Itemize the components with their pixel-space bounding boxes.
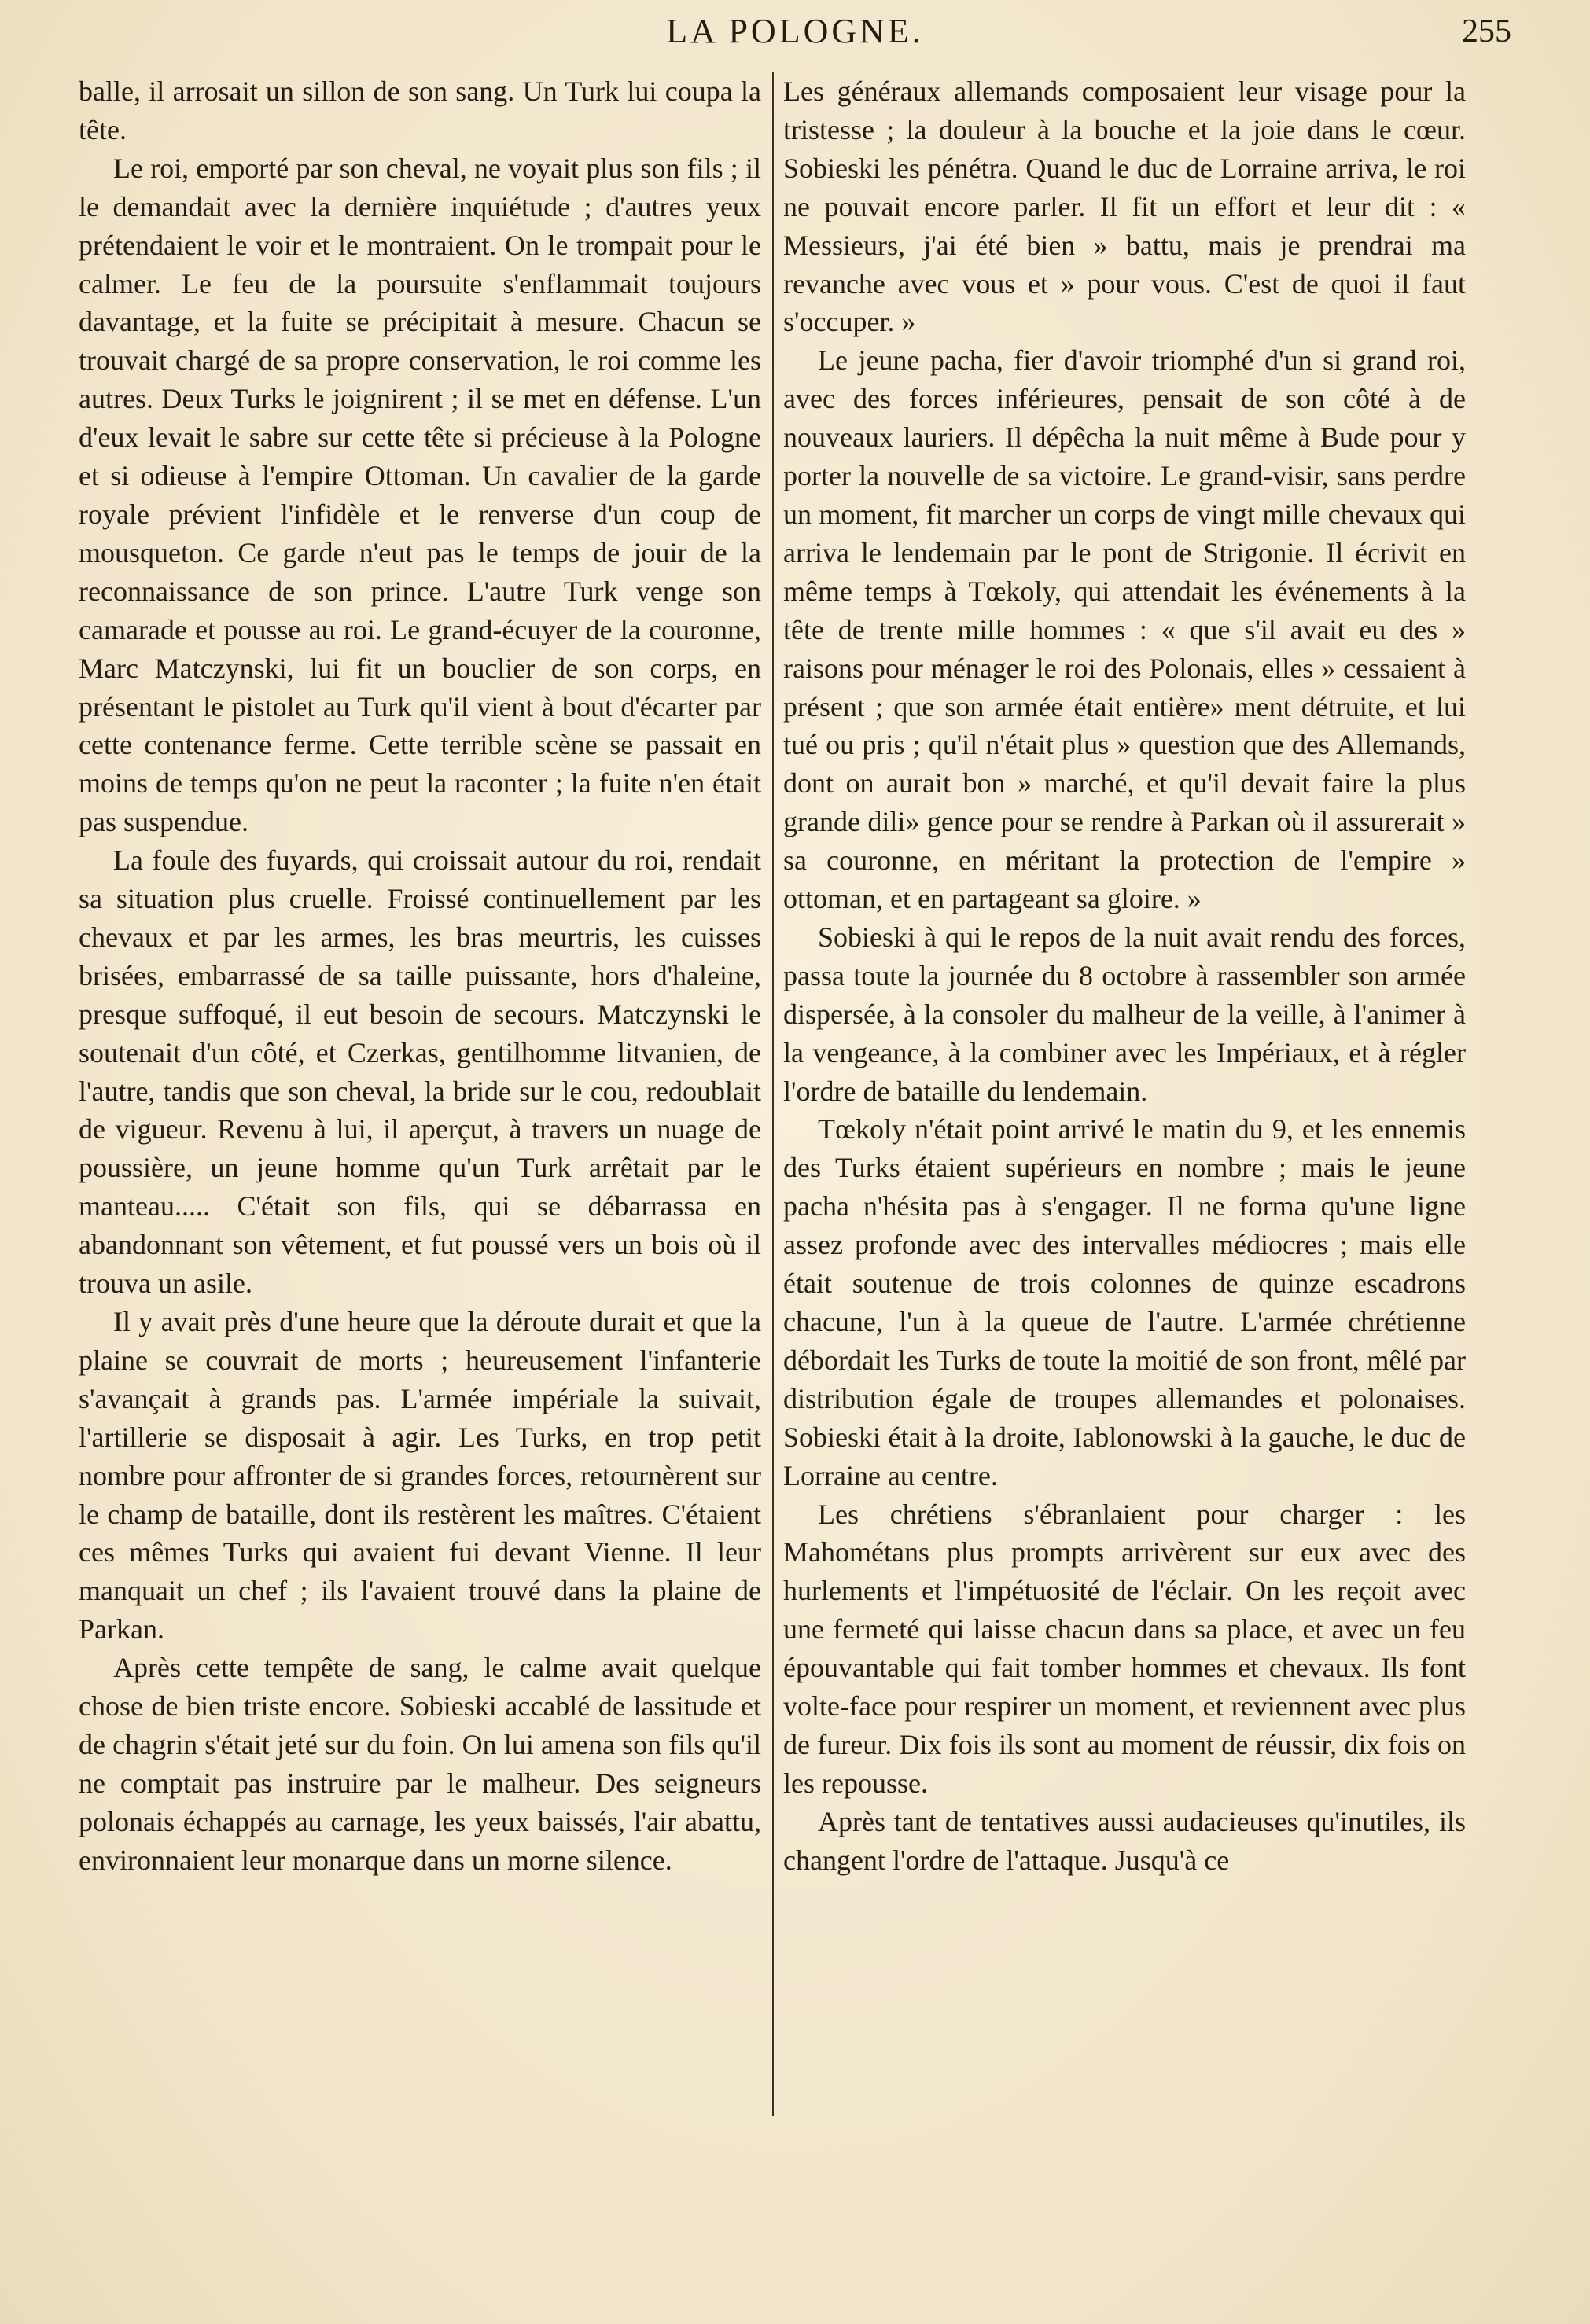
column-divider bbox=[772, 72, 774, 2116]
paragraph: Il y avait près d'une heure que la déroute durait et que la plaine se couvrait de morts ; heureusement l'infanterie s'avançait à grands pas. L'armée impériale la suivait, l'artillerie se disposait à agir. Les Turks, en trop petit nombre pour affronter de si grandes forces, retournèrent sur le champ de bataille, dont ils restèrent les maîtres. C'étaient ces mêmes Turks qui avaient fui devant Vienne. Il leur manquait un chef ; ils l'avaient trouvé dans la plaine de Parkan. bbox=[79, 1306, 761, 1646]
paragraph: Tœkoly n'était point arrivé le matin du 9, et les ennemis des Turks étaient supérieurs en nombre ; mais le jeune pacha n'hésita pas à s'engager. Il ne forma qu'une ligne assez profonde avec des intervalles médiocres ; mais elle était soutenue de trois colonnes de quinze escadrons chacune, l'un à la queue de l'autre. L'armée chrétienne débordait les Turks de toute la moitié de son front, mêlé par distribution égale de troupes allemandes et polonaises. Sobieski était à la droite, Iablonowski à la gauche, le duc de Lorraine au centre. bbox=[783, 1113, 1466, 1491]
running-title: LA POLOGNE. bbox=[666, 12, 924, 50]
paragraph: Après cette tempête de sang, le calme avait quelque chose de bien triste encore. Sobieski accablé de lassitude et de chagrin s'était jeté sur du foin. On lui amena son fils qu'il ne comptait pas instruire par le malheur. Des seigneurs polonais échappés au carnage, les yeux baissés, l'air abattu, environnaient leur monarque dans un morne silence. bbox=[79, 1652, 761, 1876]
paragraph: Après tant de tentatives aussi audacieuses qu'inutiles, ils changent l'ordre de l'attaque. Jusqu'à ce bbox=[783, 1805, 1466, 1876]
paragraph: Le jeune pacha, fier d'avoir triomphé d'un si grand roi, avec des forces inférieures, pensait de son côté à de nouveaux lauriers. Il dépêcha la nuit même à Bude pour y porter la nouvelle de sa victoire. Le grand-visir, sans perdre un moment, fit marcher un corps de vingt mille chevaux qui arriva le lendemain par le pont de Strigonie. Il écrivit en même temps à Tœkoly, qui attendait les événements à la tête de trente mille hommes : « que s'il avait eu des » raisons pour ménager le roi des Polonais, elles » cessaient à présent ; que son armée était entière» ment détruite, et lui tué ou pris ; qu'il n'était plus » question que des Allemands, dont on aurait bon » marché, et qu'il devait faire la plus grande dili» gence pour se rendre à Parkan où il assurerait » sa couronne, en méritant la protection de l'empire » ottoman, et en partageant sa gloire. » bbox=[783, 344, 1466, 915]
paragraph: Les chrétiens s'ébranlaient pour charger : les Mahométans plus prompts arrivèrent sur eux avec des hurlements et l'impétuosité de l'éclair. On les reçoit avec une fermeté qui laisse chacun dans sa place, et avec un feu épouvantable qui fait tomber hommes et chevaux. Ils font volte-face pour respirer un moment, et reviennent avec plus de fureur. Dix fois ils sont au moment de réussir, dix fois on les repousse. bbox=[783, 1498, 1466, 1799]
paragraph: balle, il arrosait un sillon de son sang. Un Turk lui coupa la tête. bbox=[79, 75, 761, 145]
right-column bbox=[783, 72, 1466, 1880]
paragraph: La foule des fuyards, qui croissait autour du roi, rendait sa situation plus cruelle. Froissé continuellement par les chevaux et par les armes, les bras meurtris, les cuisses brisées, embarrassé de sa taille puissante, hors d'haleine, presque suffoqué, il eut besoin de secours. Matczynski le soutenait d'un côté, et Czerkas, gentilhomme litvanien, de l'autre, tandis que son cheval, la bride sur le cou, redoublait de vigueur. Revenu à lui, il aperçut, à travers un nuage de poussière, un jeune homme qu'un Turk arrêtait par le manteau..... C'était son fils, qui se débarrassa en abandonnant son vêtement, et fut poussé vers un bois où il trouva un asile. bbox=[79, 844, 761, 1300]
page-number: 255 bbox=[1462, 13, 1511, 50]
left-column bbox=[79, 72, 761, 1880]
page-header bbox=[79, 11, 1511, 61]
paragraph: Sobieski à qui le repos de la nuit avait rendu des forces, passa toute la journée du 8 octobre à rassembler son armée dispersée, à la consoler du malheur de la veille, à l'animer à la vengeance, à la combiner avec les Impériaux, et à régler l'ordre de bataille du lendemain. bbox=[783, 921, 1466, 1107]
paragraph: Le roi, emporté par son cheval, ne voyait plus son fils ; il le demandait avec la dernière inquiétude ; d'autres yeux prétendaient le voir et le montraient. On le trompait pour le calmer. Le feu de la poursuite s'enflammait toujours davantage, et la fuite se précipitait à mesure. Chacun se trouvait chargé de sa propre conservation, le roi comme les autres. Deux Turks le joignirent ; il se met en défense. L'un d'eux levait le sabre sur cette tête si précieuse à la Pologne et si odieuse à l'empire Ottoman. Un cavalier de la garde royale prévient l'infidèle et le renverse d'un coup de mousqueton. Ce garde n'eut pas le temps de jouir de la reconnaissance de son prince. L'autre Turk venge son camarade et pousse au roi. Le grand-écuyer de la couronne, Marc Matczynski, lui fit un bouclier de son corps, en présentant le pistolet au Turk qu'il vient à bout d'écarter par cette contenance ferme. Cette terrible scène se passait en moins de temps qu'on ne peut la raconter ; la fuite n'en était pas suspendue. bbox=[79, 152, 761, 838]
paragraph: Les généraux allemands composaient leur visage pour la tristesse ; la douleur à la bouche et la joie dans le cœur. Sobieski les pénétra. Quand le duc de Lorraine arriva, le roi ne pouvait encore parler. Il fit un effort et leur dit : « Messieurs, j'ai été bien » battu, mais je prendrai ma revanche avec vous et » pour vous. C'est de quoi il faut s'occuper. » bbox=[783, 75, 1466, 338]
